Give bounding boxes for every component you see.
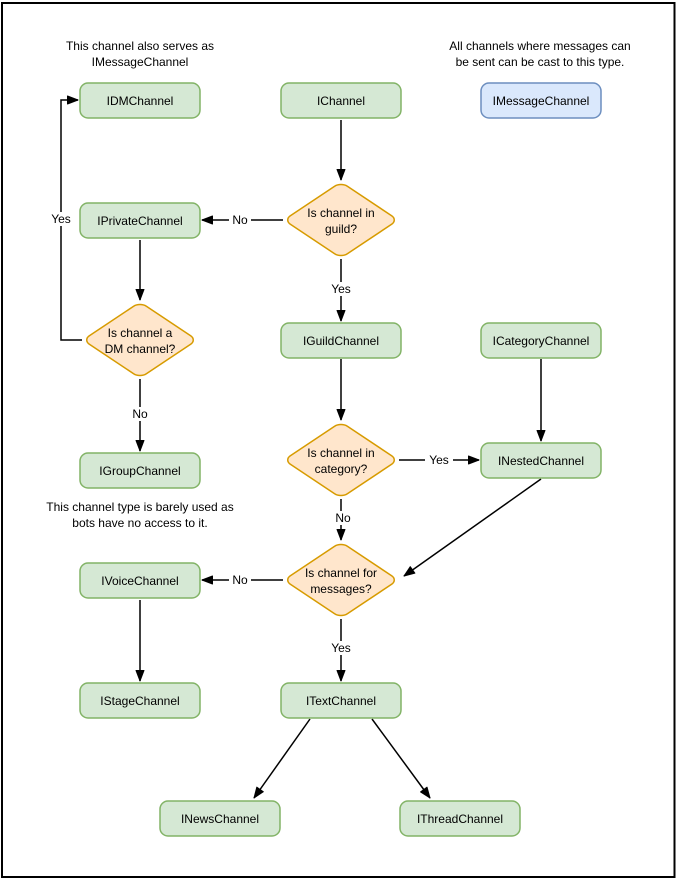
annotation-dm-note — [66, 39, 214, 69]
decision-line: Is channel in — [307, 446, 375, 460]
node-iprivatechannel — [80, 203, 200, 238]
edge-label-text: No — [232, 213, 248, 227]
annotation-line: be sent can be cast to this type. — [455, 55, 625, 69]
decision-is-channel-in-category — [284, 422, 398, 498]
node-icategorychannel-label: ICategoryChannel — [492, 334, 590, 348]
edge-inestedchannel-to-messages-decision — [404, 479, 541, 576]
edge-label-text: No — [335, 511, 351, 525]
node-inewschannel-label: INewsChannel — [180, 812, 260, 826]
node-itextchannel-label: ITextChannel — [305, 694, 377, 708]
decision-line: Is channel for — [304, 566, 378, 580]
annotation-line: bots have no access to it. — [72, 516, 208, 530]
node-inewschannel — [160, 801, 280, 836]
node-idmchannel-label: IDMChannel — [106, 94, 174, 108]
annotation-message-note — [449, 39, 630, 69]
node-igroupchannel — [80, 453, 200, 488]
annotation-line: All channels where messages can — [449, 39, 631, 53]
annotation-line: IMessageChannel — [91, 55, 189, 69]
edge-label-messages-no — [229, 573, 251, 587]
decision-is-channel-for-messages-shape — [284, 542, 398, 618]
edge-label-text: Yes — [429, 453, 449, 467]
edge-itextchannel-to-inewschannel — [254, 719, 310, 798]
node-ivoicechannel — [80, 563, 200, 598]
node-ichannel — [281, 83, 401, 118]
node-iguildchannel — [281, 323, 401, 358]
node-itextchannel — [281, 683, 401, 718]
annotation-line: This channel also serves as — [65, 39, 215, 53]
decision-is-channel-a-dm-channel — [83, 302, 197, 378]
edge-itextchannel-to-ithreadchannel — [372, 719, 430, 798]
edge-label-text: Yes — [331, 641, 351, 655]
node-imessagechannel-label: IMessageChannel — [492, 94, 590, 108]
decision-is-channel-in-guild — [284, 182, 398, 258]
node-istagechannel-label: IStageChannel — [100, 694, 180, 708]
node-igroupchannel-label: IGroupChannel — [99, 464, 181, 478]
edge-label-category-yes — [425, 453, 453, 467]
edge-label-category-no — [332, 511, 354, 525]
decision-line: messages? — [310, 582, 372, 596]
node-ivoicechannel-label: IVoiceChannel — [101, 574, 179, 588]
node-iguildchannel-label: IGuildChannel — [302, 334, 380, 348]
decision-is-channel-for-messages — [284, 542, 398, 618]
annotation-group-note — [46, 500, 233, 530]
decision-line: guild? — [324, 222, 358, 236]
edge-label-guild-no — [229, 213, 251, 227]
edge-label-text: Yes — [51, 212, 71, 226]
decision-line: Is channel a — [107, 326, 173, 340]
edge-label-dm-no — [129, 407, 151, 421]
node-inestedchannel-label: INestedChannel — [497, 454, 585, 468]
node-ithreadchannel — [400, 801, 520, 836]
decision-is-channel-in-category-shape — [284, 422, 398, 498]
decision-line: category? — [314, 462, 368, 476]
node-ichannel-label: IChannel — [316, 94, 366, 108]
edge-label-guild-yes — [327, 282, 355, 296]
edge-label-messages-yes — [327, 641, 355, 655]
annotation-line: This channel type is barely used as — [46, 500, 234, 514]
node-istagechannel — [80, 683, 200, 718]
decision-line: Is channel in — [307, 206, 375, 220]
edge-label-text: Yes — [331, 282, 351, 296]
edge-label-text: No — [232, 573, 248, 587]
edge-label-dm-yes — [47, 212, 75, 226]
node-idmchannel — [80, 83, 200, 118]
node-imessagechannel — [481, 83, 601, 118]
edge-label-text: No — [132, 407, 148, 421]
node-ithreadchannel-label: IThreadChannel — [416, 812, 504, 826]
node-icategorychannel — [481, 323, 601, 358]
decision-line: DM channel? — [104, 342, 176, 356]
decision-is-channel-a-dm-channel-shape — [83, 302, 197, 378]
decision-is-channel-in-guild-shape — [284, 182, 398, 258]
node-iprivatechannel-label: IPrivateChannel — [97, 214, 183, 228]
node-inestedchannel — [481, 443, 601, 478]
